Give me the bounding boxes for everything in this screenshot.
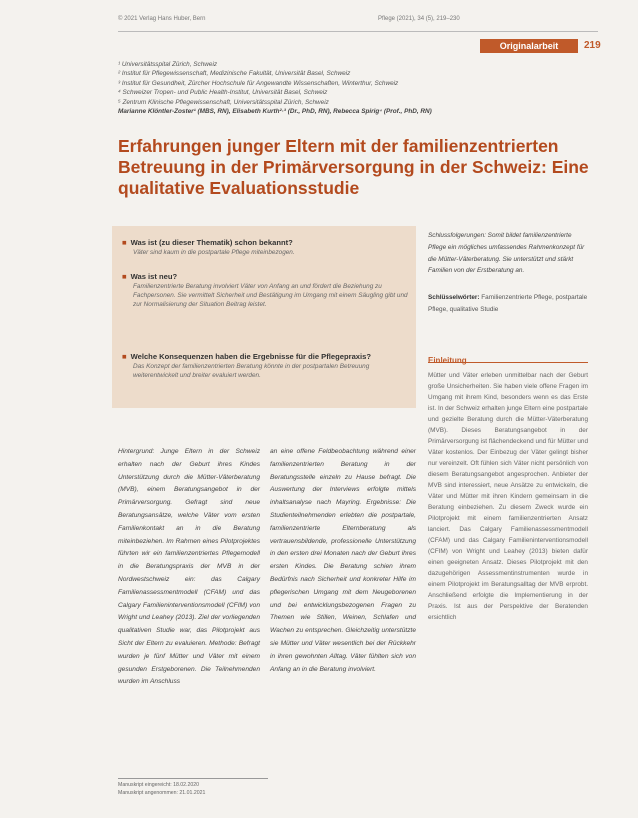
section-heading [428,350,588,363]
authors-line: Marianne Klöntler-Zoster¹ (MBS, RN), Elisabeth Kurth²·³ (Dr., PhD, RN), Rebecca Spirig⁴ (Prof., PhD, RN) [118,108,432,116]
bullet-icon: ■ [122,238,127,247]
key-point-answer: Das Konzept der familienzentrierten Beratung könnte in der postpartalen Betreuung weiterentwickelt und breiter evaluiert werden. [133,363,370,379]
abstract-column-1: Hintergrund: Junge Eltern in der Schweiz erhalten nach der Geburt ihres Kindes Unterstützung durch die Mütter-Väterberatung (MVB), einem Beratungsangebot in der Primärversorgung. Gefragt sind neue Beratungsansätze, welche Väter vom ersten Familienkontakt an in die Beratung miteinbeziehen. Im Rahmen eines Pilotprojektes führten wir ein familienzentriertes Pflegemodell in die Beratungspraxis der MVB in der Nordwestschweiz ein: das Calgary Familienassessmentmodell (CFAM) und das Calgary Familieninterventionsmodell (CFIM) von Wright und Leahey (2013). Ziel der vorliegenden qualitativen Studie war, das Pilotprojekt aus Sicht der Eltern zu evaluieren. Methode: Befragt wurden je fünf Mütter und Väter mit einem gesunden Erstgeborenen. Die Teilnehmenden wurden im Anschluss [118,448,260,686]
key-point-item [122,238,410,257]
affiliation-line: ⁴ Schweizer Tropen- und Public Health-Institut, Universität Basel, Schweiz [118,89,328,97]
manuscript-notes [118,778,268,797]
key-point-question: Was ist (zu dieser Thematik) schon bekannt? [130,238,293,247]
affiliation-line: ³ Institut für Gesundheit, Zürcher Hochschule für Angewandte Wissenschaften, Winterthur, Schweiz [118,79,399,87]
key-point-answer: Väter sind kaum in die postpartale Pflege miteinbezogen. [133,249,295,256]
bullet-icon: ■ [122,352,127,361]
running-header-right: Pflege (2021), 34 (5), 219–230 [378,16,460,22]
key-point-item [122,272,410,309]
key-point-answer: Familienzentrierte Beratung involviert Väter von Anfang an und fördert die Beziehung zu Fachpersonen. Sie vermittelt Sicherheit und Bestätigung im Umgang mit einem Säugling gibt und zur Normalisierung der Situation Beitrag leistet. [133,283,408,308]
bullet-icon: ■ [122,272,127,281]
article-type-badge: Originalarbeit [480,39,578,53]
introduction-text: Mütter und Väter erleben unmittelbar nach der Geburt große Unsicherheiten. Sie haben viele offene Fragen im Umgang mit ihrem Kind, besonders wenn es das Erste ist. In der Schweiz erhalten junge Eltern eine postpartale und gezielte Beratung durch die Mütter-Väterberatung (MVB). Dieses Beratungsangebot in der Primärversorgung ist flächendeckend und für Mütter und Väter kostenlos. Der Einbezug der Väter gelingt bisher nur vereinzelt. Oft fühlen sich Väter nicht persönlich von diesem Beratungsangebot angesprochen. Anbieter der MVB sind interessiert, neue Ansätze zu entwickeln, die Väter und Mütter mit ihren Kindern gemeinsam in die Beratung einbeziehen. Zu diesem Zweck wurde ein Pilotprojekt mit einem familienzentrierten Ansatz lanciert. Das Calgary Familienassessmentmodell (CFAM) und das Calgary Familieninterventionsmodell (CFIM) von Wright und Leahey (2013) bieten dafür einen geeigneten Ansatz. Dieses Pilotprojekt mit den dazugehörigen Assessmentinstrumenten wurde in einem Pilotprojekt im Beratungsalltag der MVB erprobt. Anschließend erfolgte die Implementierung in der Praxis. Ist aus der Perspektive der Beratenden ersichtlich [428,372,588,621]
running-header-left: © 2021 Verlag Hans Huber, Bern [118,16,206,22]
section-heading-text: Einleitung [428,356,467,365]
keywords-text: Familienzentrierte Pflege, postpartale Pflege, qualitative Studie [428,294,588,313]
note-line: Manuskript angenommen: 21.01.2021 [118,790,206,796]
article-title: Erfahrungen junger Eltern mit der familienzentrierten Betreuung in der Primärversorgung in der Schweiz: Eine qualitative Evaluationsstudie [118,136,589,198]
affiliations [118,60,598,116]
key-point-item [122,352,410,380]
affiliation-line: ⁵ Zentrum Klinische Pflegewissenschaft, Universitätsspital Zürich, Schweiz [118,98,329,106]
page-number: 219 [584,40,601,51]
affiliation-line: ¹ Universitätsspital Zürich, Schweiz [118,61,218,68]
abstract-conclusion: Schlussfolgerungen: Somit bildet familienzentrierte Pflege ein mögliches umfassendes Rahmenkonzept für die Mütter-Väterberatung. Sie unterstützt und stärkt Familien von der Erstberatung an. [428,232,585,275]
header-rule [118,31,598,32]
key-point-question: Was ist neu? [130,272,178,281]
note-line: Manuskript eingereicht: 18.02.2020 [118,782,200,788]
keywords-label: Schlüsselwörter: [428,294,480,301]
abstract-column-2: an eine offene Feldbeobachtung während einer familienzentrierten Beratung in der Beratungsstelle einzeln zu Hause befragt. Die Auswertung der Interviews erfolgte mittels inhaltsanalyse nach Mayring. Ergebnisse: Die Studienteilnehmenden erlebten die postpartale, familienzentrierte Elternberatung als vertrauensbildende, professionelle Unterstützung in den ersten drei Monaten nach der Geburt ihres ersten Kindes. Die Beratung schien ihrem Bedürfnis nach Sicherheit und konkreter Hilfe im pflegerischen Umgang mit dem Neugeborenen und bei entwicklungsbezogenen Fragen zu Themen wie Stillen, Weinen, Schlafen und Wachen zu entsprechen. Gleichzeitig unterstützte sie Mütter und Väter wesentlich bei der Rückkehr in ihren gewohnten Alltag. Väter fühlten sich von Anfang an in die Beratung involviert. [270,448,416,673]
key-points-box [112,226,416,408]
affiliation-line: ² Institut für Pflegewissenschaft, Medizinische Fakultät, Universität Basel, Schweiz [118,70,351,78]
key-point-question: Welche Konsequenzen haben die Ergebnisse für die Pflegepraxis? [130,352,371,361]
keywords [428,292,588,315]
